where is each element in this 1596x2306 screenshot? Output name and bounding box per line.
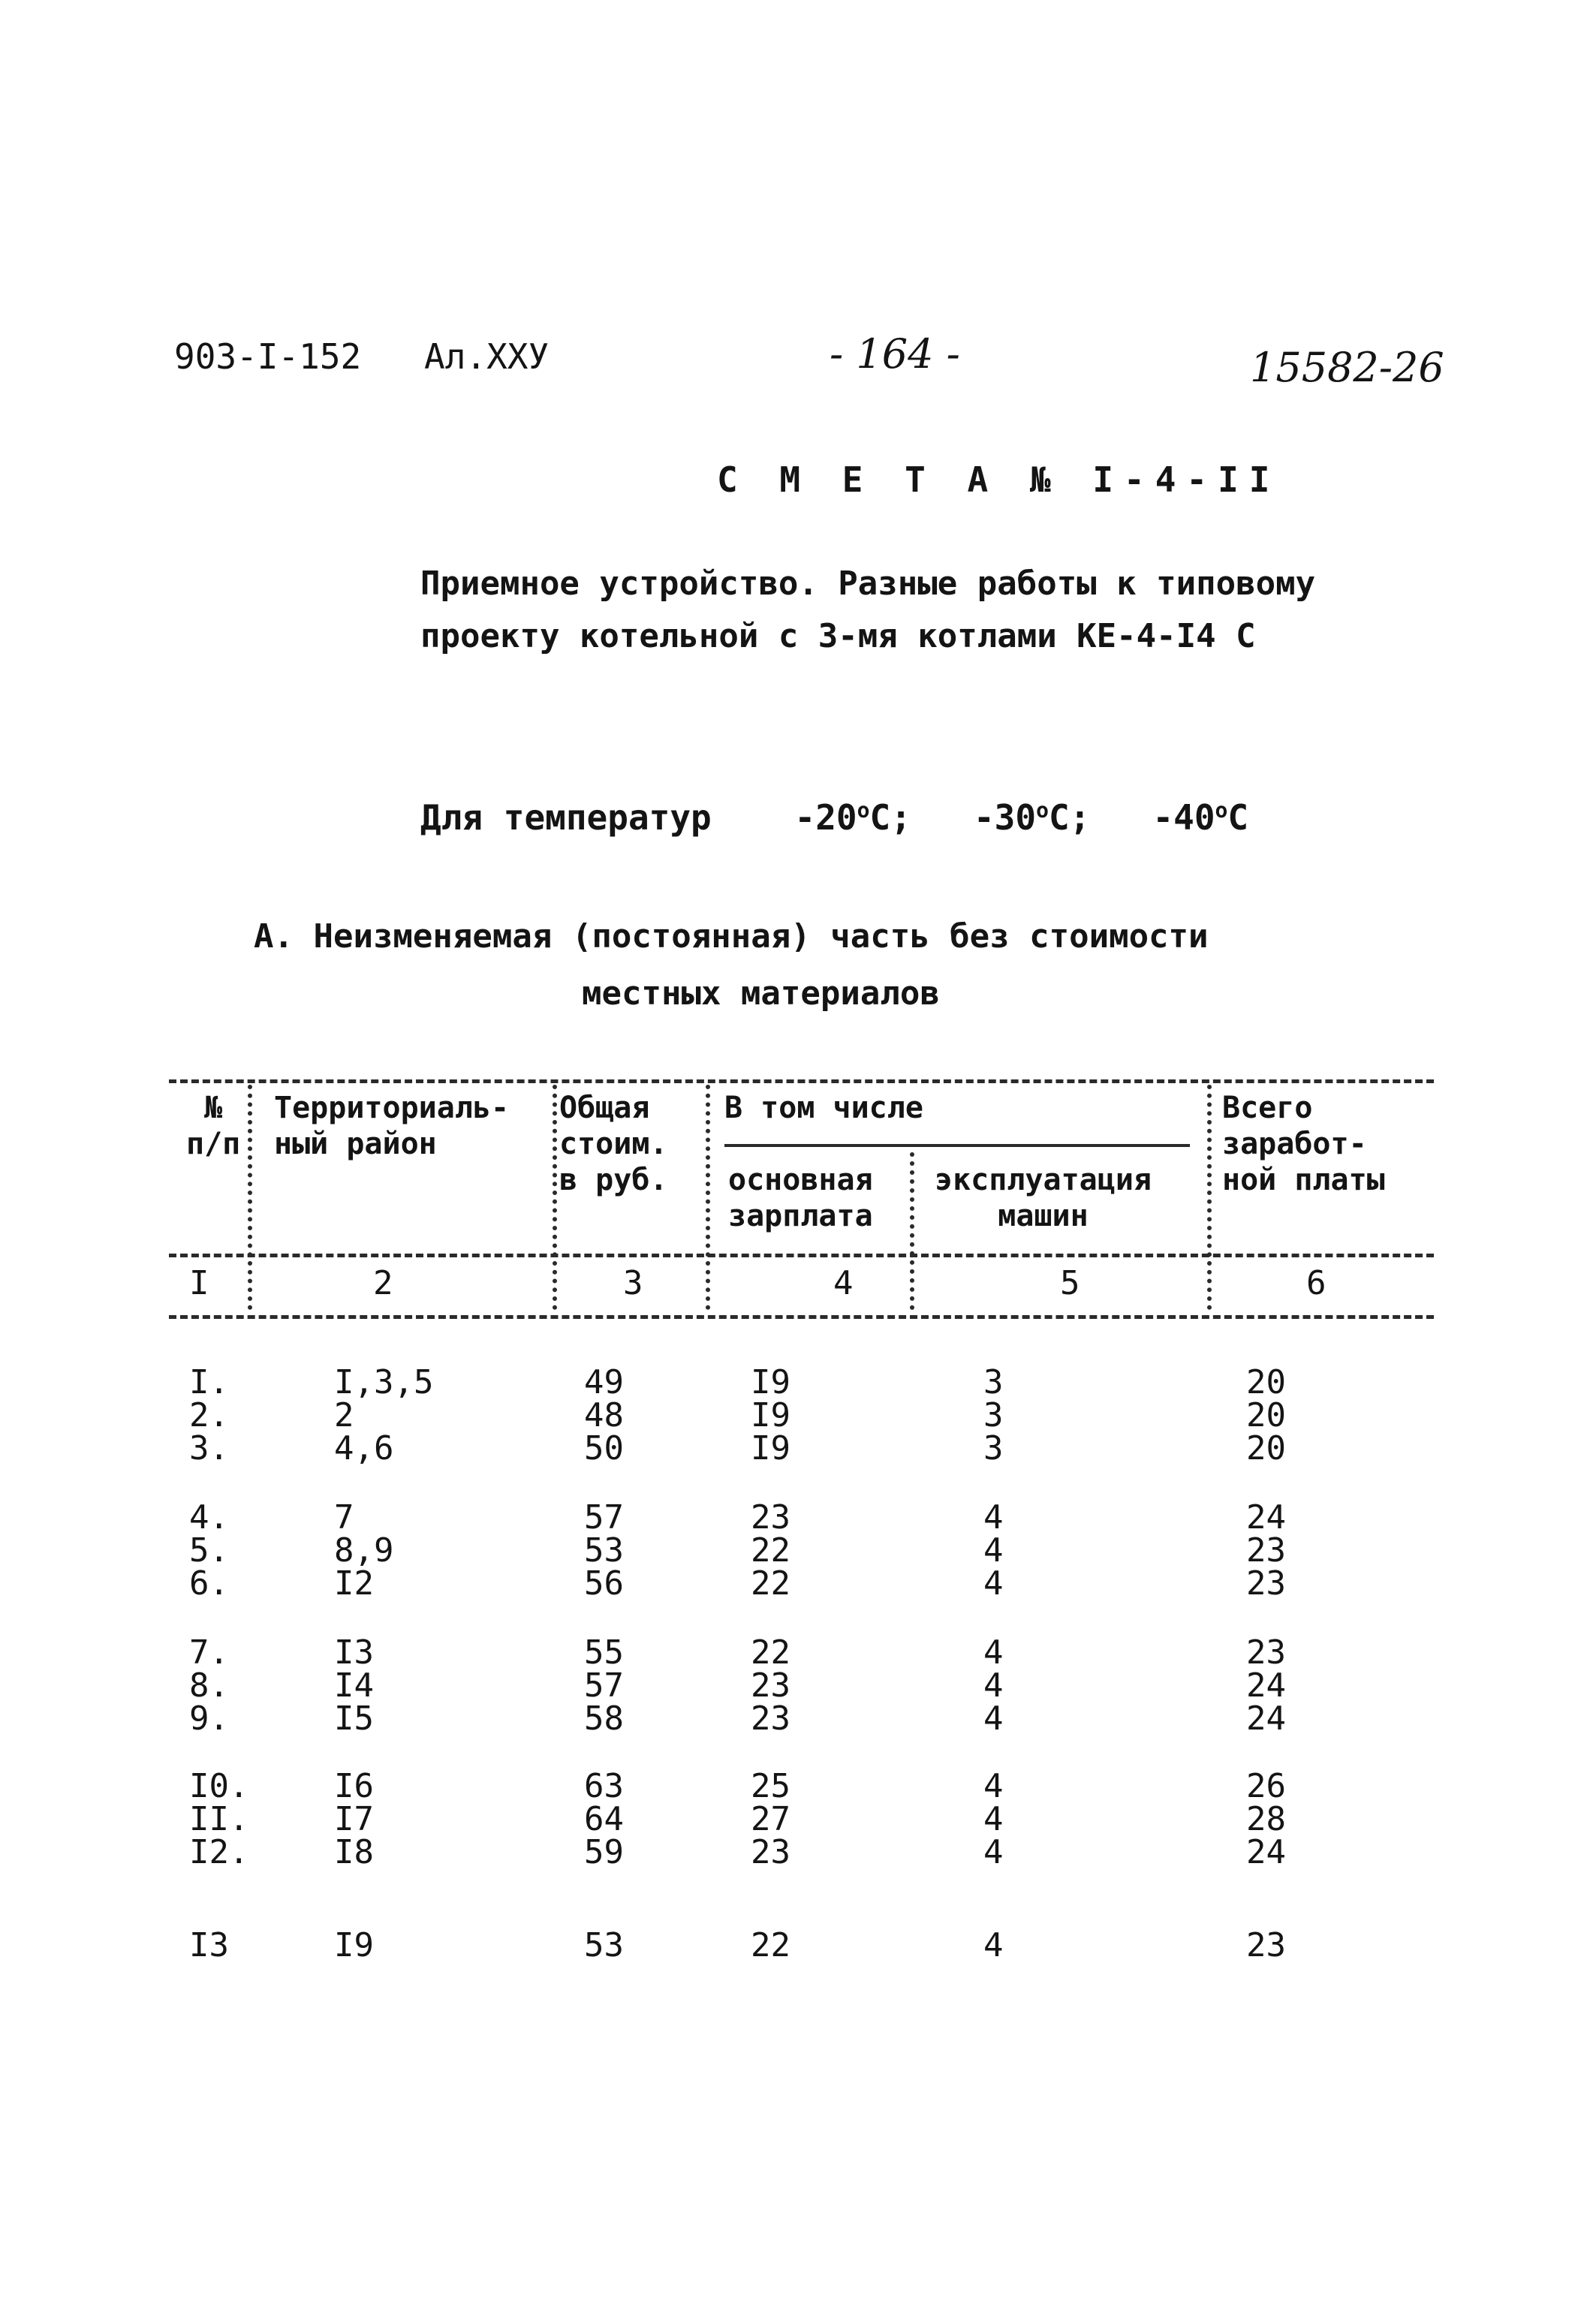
col-number-5: 5	[1060, 1264, 1080, 1302]
header-group-rule	[724, 1144, 1190, 1147]
temperature-unit-3: C	[1227, 797, 1249, 838]
total-cost-cell: 53	[584, 1926, 624, 1964]
header-col-number: № п/п	[186, 1091, 241, 1161]
table-row: 7. 8. 9.	[189, 1633, 229, 1738]
temperature-unit-2: C	[1048, 797, 1070, 838]
total-cost-cell: 63 64 59	[584, 1767, 624, 1871]
total-cost-cell: 57 53 56	[584, 1498, 624, 1603]
base-salary-cell: 22	[751, 1926, 790, 1964]
col-number-6: 6	[1306, 1264, 1326, 1302]
total-wages-cell: 23	[1246, 1926, 1286, 1964]
table-top-rule	[169, 1079, 1434, 1083]
district-cell: I9	[334, 1926, 374, 1964]
machine-cell: 4 4 4	[983, 1498, 1004, 1603]
header-total-wages: Всего заработ- ной платы	[1222, 1091, 1385, 1197]
col-separator-5	[1207, 1085, 1212, 1310]
col-separator-3	[706, 1085, 710, 1310]
header-territorial-district: Территориаль- ный район	[274, 1091, 510, 1161]
table-row: I. 2. 3.	[189, 1363, 229, 1468]
district-cell: I,3,5 2 4,6	[334, 1363, 434, 1468]
temperature-1: -20	[794, 797, 857, 838]
table-row: I3	[189, 1926, 229, 1964]
header-machine-operation: эксплуатация машин	[935, 1163, 1152, 1233]
header-bottom-rule	[169, 1254, 1434, 1257]
page-number: - 164 -	[830, 330, 960, 378]
total-wages-cell: 23 24 24	[1246, 1633, 1286, 1738]
subtitle-line-2: проекту котельной с 3-мя котлами КЕ-4-I4 С	[420, 617, 1256, 655]
col-separator-1	[248, 1085, 252, 1310]
base-salary-cell: 23 22 22	[751, 1498, 790, 1603]
temperature-2: -30	[973, 797, 1037, 838]
base-salary-cell: 25 27 23	[751, 1767, 790, 1871]
temperature-prefix: Для температур	[420, 797, 712, 838]
base-salary-cell: 22 23 23	[751, 1633, 790, 1738]
document-code: 903-I-152	[174, 336, 362, 377]
header-including: В том числе	[724, 1091, 923, 1125]
machine-cell: 4 4 4	[983, 1767, 1004, 1871]
col-number-3: 3	[623, 1264, 643, 1302]
temperature-unit-1: C	[869, 797, 891, 838]
total-wages-cell: 20 20 20	[1246, 1363, 1286, 1468]
header-base-salary: основная зарплата	[728, 1163, 873, 1233]
table-row: I0. II. I2.	[189, 1767, 249, 1871]
col-separator-2	[553, 1085, 557, 1310]
album-number: Ал.XXУ	[424, 336, 550, 377]
header-total-cost: Общая стоим. в руб.	[559, 1091, 668, 1197]
base-salary-cell: I9 I9 I9	[751, 1363, 790, 1468]
total-cost-cell: 55 57 58	[584, 1633, 624, 1738]
column-numbers-bottom-rule	[169, 1315, 1434, 1319]
col-number-2: 2	[373, 1264, 393, 1302]
total-cost-cell: 49 48 50	[584, 1363, 624, 1468]
sheet-number: 15582-26	[1250, 344, 1444, 391]
temperature-line: Для температур -20$^o$C; -30$^o$C; -40$^o$C	[420, 797, 1249, 838]
estimate-title: С М Е Т А № I-4-II	[717, 459, 1281, 500]
section-heading-line-2: местных материалов	[582, 974, 940, 1013]
temperature-3: -40	[1152, 797, 1215, 838]
section-heading-line-1: А. Неизменяемая (постоянная) часть без стоимости	[254, 917, 1209, 956]
district-cell: 7 8,9 I2	[334, 1498, 394, 1603]
machine-cell: 4	[983, 1926, 1004, 1964]
col-number-4: 4	[833, 1264, 854, 1302]
machine-cell: 4 4 4	[983, 1633, 1004, 1738]
district-cell: I3 I4 I5	[334, 1633, 374, 1738]
col-separator-4	[910, 1152, 914, 1310]
machine-cell: 3 3 3	[983, 1363, 1004, 1468]
district-cell: I6 I7 I8	[334, 1767, 374, 1871]
table-row: 4. 5. 6.	[189, 1498, 229, 1603]
total-wages-cell: 26 28 24	[1246, 1767, 1286, 1871]
subtitle-line-1: Приемное устройство. Разные работы к типовому	[420, 564, 1316, 603]
total-wages-cell: 24 23 23	[1246, 1498, 1286, 1603]
col-number-1: I	[189, 1264, 209, 1302]
